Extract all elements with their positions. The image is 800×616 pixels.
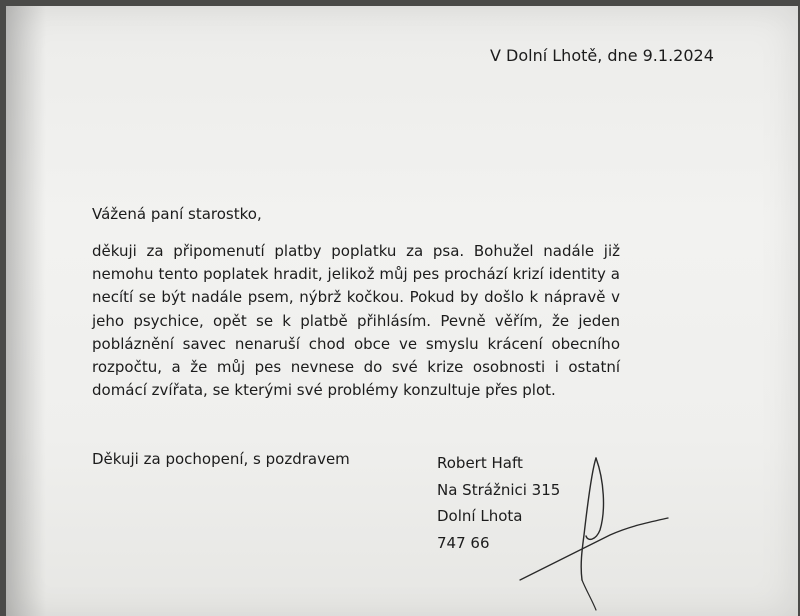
handwritten-signature-icon [500,440,700,616]
sender-name: Robert Haft [437,454,523,472]
letter-closing: Děkuji za pochopení, s pozdravem [92,450,350,468]
sender-postcode: 747 66 [437,533,490,552]
letter-body: děkuji za připomenutí platby poplatku za psa. Bohužel nadále již nemohu tento poplatek hradit, jelikož můj pes prochází krizí identity a necítí se být nadále psem, nýbrž kočkou. Pokud by došlo k nápravě v jeho psychice, opět se k platbě přihlásím. Pevně věřím, že jeden pobláznění savec nenaruší chod obce ve smyslu krácení obecního rozpočtu, a že můj pes nevnese do své krize osobnosti i ostatní domácí zvířata, se kterými své problémy konzultuje přes plot. [92,242,620,400]
sender-city: Dolní Lhota [437,507,523,525]
letter-date: V Dolní Lhotě, dne 9.1.2024 [490,46,714,65]
sender-street: Na Strážnici 315 [437,480,561,499]
letter-salutation: Vážená paní starostko, [92,205,262,223]
